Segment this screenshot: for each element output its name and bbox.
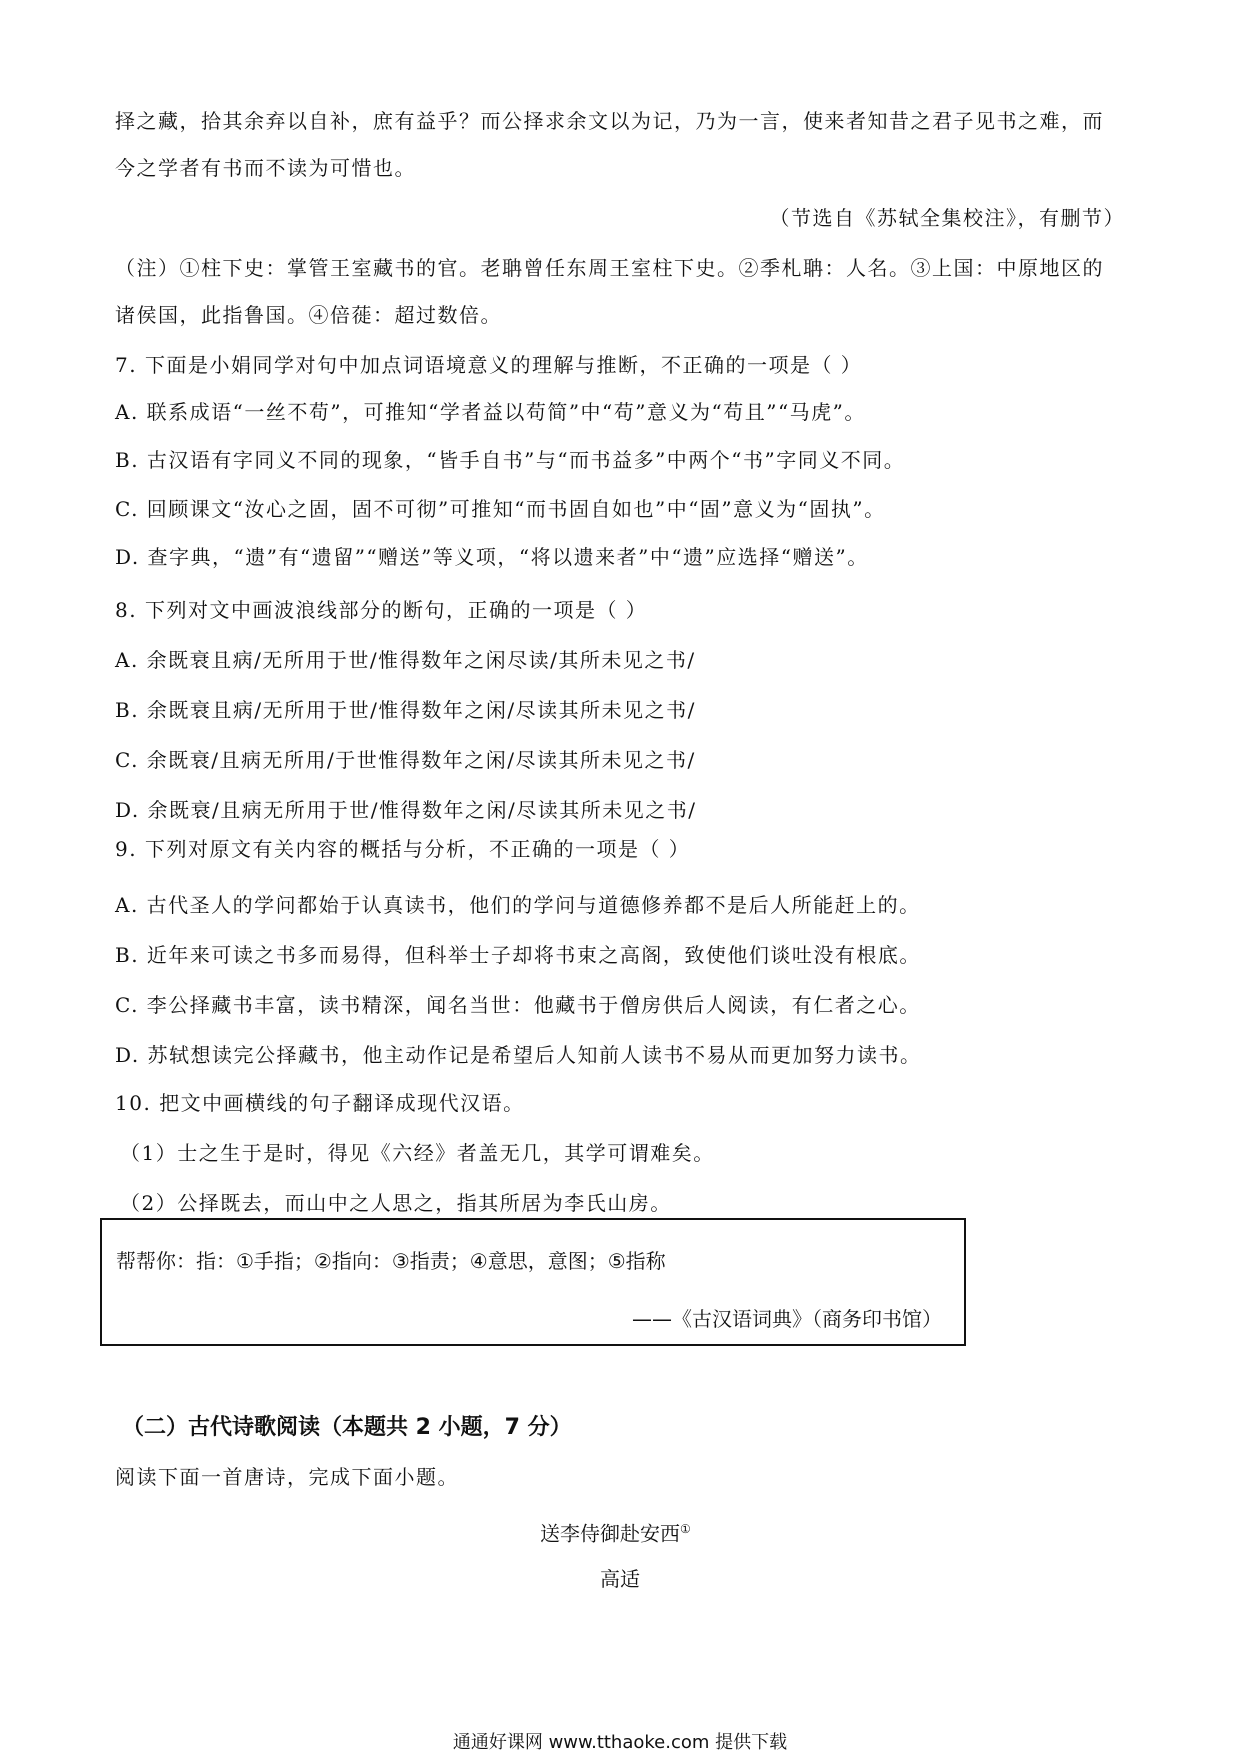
q9-option-a: A. 古代圣人的学问都始于认真读书，他们的学问与道德修养都不是后人所能赶上的。 bbox=[115, 893, 921, 917]
q9-option-c: C. 李公择藏书丰富，读书精深，闻名当世：他藏书于僧房供后人阅读，有仁者之心。 bbox=[115, 993, 921, 1017]
poem-note-marker: ① bbox=[680, 1522, 691, 1536]
q8-stem: 8. 下列对文中画波浪线部分的断句，正确的一项是（ ） bbox=[115, 598, 648, 622]
help-source: ——《古汉语词典》（商务印书馆） bbox=[632, 1307, 942, 1331]
q8-option-c: C. 余既衰/且病无所用/于世惟得数年之闲/尽读其所未见之书/ bbox=[115, 748, 696, 772]
q10-item-2: （2）公择既去，而山中之人思之，指其所居为李氏山房。 bbox=[120, 1191, 672, 1215]
passage-line-1: 择之藏，拾其余弃以自补，庶有益乎？而公择求余文以为记，乃为一言，使来者知昔之君子见书之难，而 bbox=[115, 109, 1104, 133]
q10-item-1: （1）士之生于是时，得见《六经》者盖无几，其学可谓难矣。 bbox=[120, 1141, 715, 1165]
q8-option-d: D. 余既衰/且病无所用于世/惟得数年之闲/尽读其所未见之书/ bbox=[115, 798, 697, 822]
q9-stem: 9. 下列对原文有关内容的概括与分析，不正确的一项是（ ） bbox=[115, 837, 691, 861]
poem-title-wrap bbox=[540, 1516, 691, 1547]
section-instruction: 阅读下面一首唐诗，完成下面小题。 bbox=[115, 1465, 459, 1489]
q7-option-b: B. 古汉语有字同义不同的现象，“皆手自书”与“而书益多”中两个“书”字同义不同。 bbox=[115, 448, 906, 472]
passage-line-2: 今之学者有书而不读为可惜也。 bbox=[115, 156, 416, 180]
q7-option-a: A. 联系成语“一丝不苟”，可推知“学者益以苟简”中“苟”意义为“苟且”“马虎”。 bbox=[115, 400, 866, 424]
poet-name: 高适 bbox=[600, 1567, 640, 1591]
q8-option-a: A. 余既衰且病/无所用于世/惟得数年之闲尽读/其所未见之书/ bbox=[115, 648, 696, 672]
q9-option-d: D. 苏轼想读完公择藏书，他主动作记是希望后人知前人读书不易从而更加努力读书。 bbox=[115, 1043, 922, 1067]
q7-option-d: D. 查字典，“遗”有“遗留”“赠送”等义项，“将以遗来者”中“遗”应选择“赠送”。 bbox=[115, 545, 869, 569]
q10-stem: 10. 把文中画横线的句子翻译成现代汉语。 bbox=[115, 1091, 525, 1115]
passage-source: （节选自《苏轼全集校注》，有删节） bbox=[769, 206, 1125, 230]
help-box bbox=[100, 1218, 966, 1346]
section-heading: （二）古代诗歌阅读（本题共 2 小题，7 分） bbox=[122, 1415, 572, 1440]
q7-option-c: C. 回顾课文“汝心之固，固不可彻”可推知“而书固自如也”中“固”意义为“固执”。 bbox=[115, 497, 886, 521]
notes-line-1: （注）①柱下史：掌管王室藏书的官。老聃曾任东周王室柱下史。②季札聃：人名。③上国：中原地区的 bbox=[115, 256, 1104, 280]
help-text: 帮帮你：指：①手指；②指向：③指责；④意思，意图；⑤指称 bbox=[116, 1249, 666, 1273]
q9-option-b: B. 近年来可读之书多而易得，但科举士子却将书束之高阁，致使他们谈吐没有根底。 bbox=[115, 943, 921, 967]
page-footer: 通通好课网 www.tthaoke.com 提供下载 bbox=[452, 1732, 788, 1753]
q7-stem: 7. 下面是小娟同学对句中加点词语境意义的理解与推断，不正确的一项是（ ） bbox=[115, 353, 863, 377]
notes-line-2: 诸侯国，此指鲁国。④倍蓰：超过数倍。 bbox=[115, 303, 502, 327]
poem-title: 送李侍御赴安西 bbox=[540, 1521, 680, 1546]
q8-option-b: B. 余既衰且病/无所用于世/惟得数年之闲/尽读其所未见之书/ bbox=[115, 698, 696, 722]
